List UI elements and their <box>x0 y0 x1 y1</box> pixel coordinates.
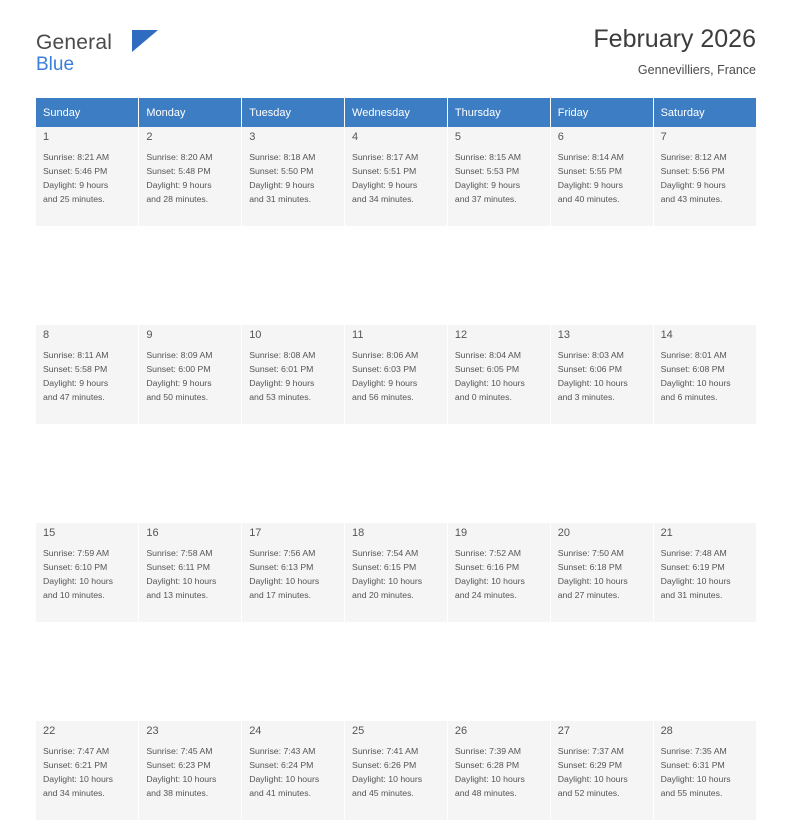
logo-text-blue: Blue <box>36 54 75 75</box>
day-info <box>352 348 441 404</box>
day-number: 28 <box>660 725 673 737</box>
daylight-text-line2: and 48 minutes. <box>454 788 517 799</box>
daylight-text-line2: and 31 minutes. <box>660 590 723 601</box>
day-cell[interactable] <box>345 523 448 622</box>
day-number: 2 <box>146 131 153 143</box>
daylight-text-line2: and 50 minutes. <box>146 392 209 403</box>
flag-icon <box>132 30 158 52</box>
day-info <box>43 546 132 602</box>
weekday-header-saturday: Saturday <box>653 98 756 127</box>
sunrise-text: Sunrise: 7:56 AM <box>249 548 316 558</box>
sunset-text: Sunset: 6:10 PM <box>43 562 108 573</box>
daylight-text-line1: Daylight: 10 hours <box>557 576 628 587</box>
daylight-text-line2: and 17 minutes. <box>249 590 312 601</box>
day-number: 14 <box>660 329 673 341</box>
daylight-text-line1: Daylight: 10 hours <box>454 378 525 389</box>
day-info <box>455 150 544 206</box>
daylight-text-line1: Daylight: 9 hours <box>43 180 109 191</box>
daylight-text-line2: and 56 minutes. <box>352 392 414 403</box>
day-number: 4 <box>352 131 359 143</box>
daylight-text-line2: and 37 minutes. <box>454 194 517 205</box>
daylight-text-line1: Daylight: 9 hours <box>660 180 726 191</box>
sunrise-text: Sunrise: 7:41 AM <box>352 746 419 756</box>
day-info <box>146 150 235 206</box>
day-cell[interactable] <box>36 721 139 820</box>
day-info <box>661 150 750 206</box>
sunset-text: Sunset: 6:00 PM <box>146 364 211 375</box>
daylight-text-line2: and 52 minutes. <box>557 788 620 799</box>
daylight-text-line2: and 43 minutes. <box>660 194 723 205</box>
sunset-text: Sunset: 6:28 PM <box>454 760 520 771</box>
day-info <box>661 546 750 602</box>
day-number: 7 <box>660 131 667 143</box>
day-cell[interactable] <box>139 523 242 622</box>
daylight-text-line1: Daylight: 10 hours <box>352 576 423 587</box>
daylight-text-line1: Daylight: 10 hours <box>660 378 731 389</box>
sunrise-text: Sunrise: 8:21 AM <box>43 152 110 162</box>
sunrise-text: Sunrise: 8:12 AM <box>660 152 727 162</box>
sunset-text: Sunset: 6:13 PM <box>249 562 314 573</box>
sunrise-text: Sunrise: 7:48 AM <box>660 548 727 558</box>
sunrise-text: Sunrise: 7:37 AM <box>557 746 624 756</box>
day-number: 21 <box>660 527 673 539</box>
daylight-text-line1: Daylight: 10 hours <box>557 378 628 389</box>
week-spacer <box>36 622 756 721</box>
page-title: February 2026 <box>593 25 756 53</box>
day-number: 17 <box>249 527 262 539</box>
daylight-text-line1: Daylight: 10 hours <box>454 774 525 785</box>
sunrise-text: Sunrise: 8:04 AM <box>454 350 522 360</box>
sunset-text: Sunset: 6:26 PM <box>352 760 417 771</box>
daylight-text-line2: and 38 minutes. <box>146 788 209 799</box>
daylight-text-line2: and 20 minutes. <box>352 590 414 601</box>
day-cell[interactable] <box>242 325 345 424</box>
sunrise-text: Sunrise: 7:43 AM <box>249 746 316 756</box>
sunset-text: Sunset: 5:46 PM <box>43 166 108 177</box>
day-cell[interactable] <box>345 721 448 820</box>
daylight-text-line1: Daylight: 10 hours <box>146 774 217 785</box>
daylight-text-line2: and 27 minutes. <box>557 590 620 601</box>
sunset-text: Sunset: 6:01 PM <box>249 364 314 375</box>
day-number: 5 <box>454 131 461 143</box>
daylight-text-line1: Daylight: 10 hours <box>557 774 628 785</box>
day-cell[interactable] <box>447 721 550 820</box>
day-cell[interactable] <box>550 523 653 622</box>
daylight-text-line2: and 31 minutes. <box>249 194 312 205</box>
day-number: 9 <box>146 329 153 341</box>
day-cell[interactable] <box>447 325 550 424</box>
sunset-text: Sunset: 5:51 PM <box>352 166 417 177</box>
day-info <box>558 150 647 206</box>
daylight-text-line2: and 0 minutes. <box>454 392 512 403</box>
daylight-text-line2: and 6 minutes. <box>660 392 718 403</box>
daylight-text-line1: Daylight: 10 hours <box>660 576 731 587</box>
day-info <box>352 546 441 602</box>
weekday-header-friday: Friday <box>550 98 653 127</box>
day-info <box>352 744 441 800</box>
day-info <box>455 348 544 404</box>
day-cell[interactable] <box>345 325 448 424</box>
calendar-week-row <box>36 523 756 622</box>
day-info <box>146 348 235 404</box>
daylight-text-line1: Daylight: 9 hours <box>146 180 212 191</box>
daylight-text-line1: Daylight: 10 hours <box>43 576 114 587</box>
calendar-week-row <box>36 721 756 820</box>
day-cell[interactable] <box>550 721 653 820</box>
calendar-week-row <box>36 325 756 424</box>
sunrise-text: Sunrise: 8:09 AM <box>146 350 213 360</box>
daylight-text-line1: Daylight: 10 hours <box>660 774 731 785</box>
day-info <box>352 150 441 206</box>
day-number: 6 <box>557 131 564 143</box>
sunset-text: Sunset: 6:24 PM <box>249 760 314 771</box>
day-cell[interactable] <box>139 325 242 424</box>
weekday-header-tuesday: Tuesday <box>242 98 345 127</box>
weekday-header-monday: Monday <box>139 98 242 127</box>
page-header <box>36 24 756 90</box>
sunset-text: Sunset: 6:03 PM <box>352 364 417 375</box>
sunrise-text: Sunrise: 7:50 AM <box>557 548 624 558</box>
day-number: 3 <box>249 131 256 143</box>
sunrise-text: Sunrise: 8:14 AM <box>557 152 624 162</box>
sunrise-text: Sunrise: 7:59 AM <box>43 548 110 558</box>
daylight-text-line2: and 40 minutes. <box>557 194 620 205</box>
day-number: 13 <box>557 329 570 341</box>
sunrise-text: Sunrise: 8:11 AM <box>43 350 109 360</box>
day-cell[interactable] <box>36 325 139 424</box>
day-number: 24 <box>249 725 262 737</box>
sunrise-text: Sunrise: 7:35 AM <box>660 746 727 756</box>
day-info <box>146 744 235 800</box>
sunset-text: Sunset: 6:31 PM <box>660 760 725 771</box>
day-cell[interactable] <box>550 325 653 424</box>
day-cell[interactable] <box>36 127 139 226</box>
day-info <box>455 546 544 602</box>
sunset-text: Sunset: 6:29 PM <box>557 760 622 771</box>
sunset-text: Sunset: 5:50 PM <box>249 166 314 177</box>
day-info <box>661 348 750 404</box>
day-info <box>558 744 647 800</box>
day-number: 8 <box>43 329 50 341</box>
day-info <box>43 150 132 206</box>
day-info <box>455 744 544 800</box>
sunrise-text: Sunrise: 7:58 AM <box>146 548 213 558</box>
daylight-text-line1: Daylight: 10 hours <box>454 576 525 587</box>
sunset-text: Sunset: 6:08 PM <box>660 364 725 375</box>
day-info <box>146 546 235 602</box>
day-cell[interactable] <box>653 721 756 820</box>
day-number: 1 <box>43 131 50 143</box>
day-cell[interactable] <box>550 127 653 226</box>
daylight-text-line1: Daylight: 10 hours <box>352 774 423 785</box>
day-info <box>661 744 750 800</box>
daylight-text-line1: Daylight: 9 hours <box>557 180 623 191</box>
location-subtitle: Gennevilliers, France <box>637 62 756 77</box>
daylight-text-line2: and 10 minutes. <box>43 590 105 601</box>
day-cell[interactable] <box>345 127 448 226</box>
daylight-text-line2: and 3 minutes. <box>557 392 615 403</box>
daylight-text-line1: Daylight: 9 hours <box>249 180 315 191</box>
logo <box>36 24 186 75</box>
sunset-text: Sunset: 5:55 PM <box>557 166 622 177</box>
day-info <box>558 348 647 404</box>
calendar-table <box>36 98 756 820</box>
day-number: 19 <box>454 527 468 539</box>
daylight-text-line1: Daylight: 10 hours <box>249 576 320 587</box>
day-number: 27 <box>557 725 570 737</box>
daylight-text-line2: and 47 minutes. <box>43 392 105 403</box>
day-cell[interactable] <box>242 523 345 622</box>
weekday-header-thursday: Thursday <box>447 98 550 127</box>
calendar-week-row <box>36 127 756 226</box>
daylight-text-line1: Daylight: 9 hours <box>454 180 521 191</box>
sunset-text: Sunset: 5:48 PM <box>146 166 211 177</box>
sunrise-text: Sunrise: 8:15 AM <box>454 152 522 162</box>
day-cell[interactable] <box>653 325 756 424</box>
day-info <box>558 546 647 602</box>
day-cell[interactable] <box>139 721 242 820</box>
sunset-text: Sunset: 5:56 PM <box>660 166 725 177</box>
daylight-text-line2: and 55 minutes. <box>660 788 723 799</box>
weekday-header-row <box>36 98 756 127</box>
day-info <box>249 348 338 404</box>
sunset-text: Sunset: 6:19 PM <box>660 562 725 573</box>
day-number: 18 <box>352 527 365 539</box>
day-info <box>43 744 132 800</box>
sunset-text: Sunset: 6:15 PM <box>352 562 417 573</box>
sunset-text: Sunset: 6:23 PM <box>146 760 211 771</box>
day-info <box>249 150 338 206</box>
day-info <box>249 744 338 800</box>
sunrise-text: Sunrise: 7:54 AM <box>352 548 419 558</box>
day-info <box>43 348 132 404</box>
daylight-text-line2: and 45 minutes. <box>352 788 414 799</box>
day-number: 20 <box>557 527 570 539</box>
daylight-text-line1: Daylight: 9 hours <box>43 378 109 389</box>
sunrise-text: Sunrise: 8:18 AM <box>249 152 316 162</box>
day-cell[interactable] <box>653 127 756 226</box>
sunrise-text: Sunrise: 7:39 AM <box>454 746 522 756</box>
day-number: 15 <box>43 527 56 539</box>
sunrise-text: Sunrise: 8:03 AM <box>557 350 624 360</box>
day-cell[interactable] <box>139 127 242 226</box>
daylight-text-line2: and 25 minutes. <box>43 194 105 205</box>
sunrise-text: Sunrise: 8:01 AM <box>660 350 727 360</box>
day-number: 10 <box>249 329 262 341</box>
sunset-text: Sunset: 6:06 PM <box>557 364 622 375</box>
sunrise-text: Sunrise: 8:06 AM <box>352 350 419 360</box>
weekday-header-wednesday: Wednesday <box>345 98 448 127</box>
logo-text-general: General <box>36 31 113 54</box>
sunset-text: Sunset: 6:05 PM <box>454 364 520 375</box>
sunset-text: Sunset: 6:21 PM <box>43 760 108 771</box>
day-cell[interactable] <box>447 523 550 622</box>
daylight-text-line1: Daylight: 10 hours <box>43 774 114 785</box>
day-cell[interactable] <box>36 523 139 622</box>
sunrise-text: Sunrise: 7:45 AM <box>146 746 213 756</box>
daylight-text-line1: Daylight: 10 hours <box>146 576 217 587</box>
day-number: 26 <box>454 725 468 737</box>
daylight-text-line2: and 41 minutes. <box>249 788 312 799</box>
title-block <box>593 24 756 77</box>
sunset-text: Sunset: 5:53 PM <box>454 166 520 177</box>
daylight-text-line2: and 24 minutes. <box>454 590 517 601</box>
sunrise-text: Sunrise: 7:47 AM <box>43 746 110 756</box>
sunset-text: Sunset: 6:16 PM <box>454 562 520 573</box>
day-cell[interactable] <box>242 721 345 820</box>
weekday-header-sunday: Sunday <box>36 98 139 127</box>
daylight-text-line2: and 28 minutes. <box>146 194 209 205</box>
daylight-text-line1: Daylight: 9 hours <box>249 378 315 389</box>
day-number: 23 <box>146 725 159 737</box>
daylight-text-line2: and 34 minutes. <box>352 194 414 205</box>
sunset-text: Sunset: 5:58 PM <box>43 364 108 375</box>
day-number: 11 <box>352 329 364 341</box>
daylight-text-line1: Daylight: 10 hours <box>249 774 320 785</box>
sunrise-text: Sunrise: 8:08 AM <box>249 350 316 360</box>
daylight-text-line2: and 53 minutes. <box>249 392 312 403</box>
daylight-text-line1: Daylight: 9 hours <box>352 378 418 389</box>
sunset-text: Sunset: 6:18 PM <box>557 562 622 573</box>
week-spacer <box>36 424 756 523</box>
sunrise-text: Sunrise: 8:20 AM <box>146 152 213 162</box>
sunset-text: Sunset: 6:11 PM <box>146 562 210 573</box>
day-cell[interactable] <box>447 127 550 226</box>
day-info <box>249 546 338 602</box>
daylight-text-line2: and 13 minutes. <box>146 590 209 601</box>
day-cell[interactable] <box>653 523 756 622</box>
day-number: 22 <box>43 725 56 737</box>
day-cell[interactable] <box>242 127 345 226</box>
sunrise-text: Sunrise: 8:17 AM <box>352 152 419 162</box>
day-number: 25 <box>352 725 365 737</box>
sunrise-text: Sunrise: 7:52 AM <box>454 548 522 558</box>
day-number: 12 <box>454 329 468 341</box>
daylight-text-line1: Daylight: 9 hours <box>352 180 418 191</box>
daylight-text-line1: Daylight: 9 hours <box>146 378 212 389</box>
daylight-text-line2: and 34 minutes. <box>43 788 105 799</box>
week-spacer <box>36 226 756 325</box>
day-number: 16 <box>146 527 159 539</box>
